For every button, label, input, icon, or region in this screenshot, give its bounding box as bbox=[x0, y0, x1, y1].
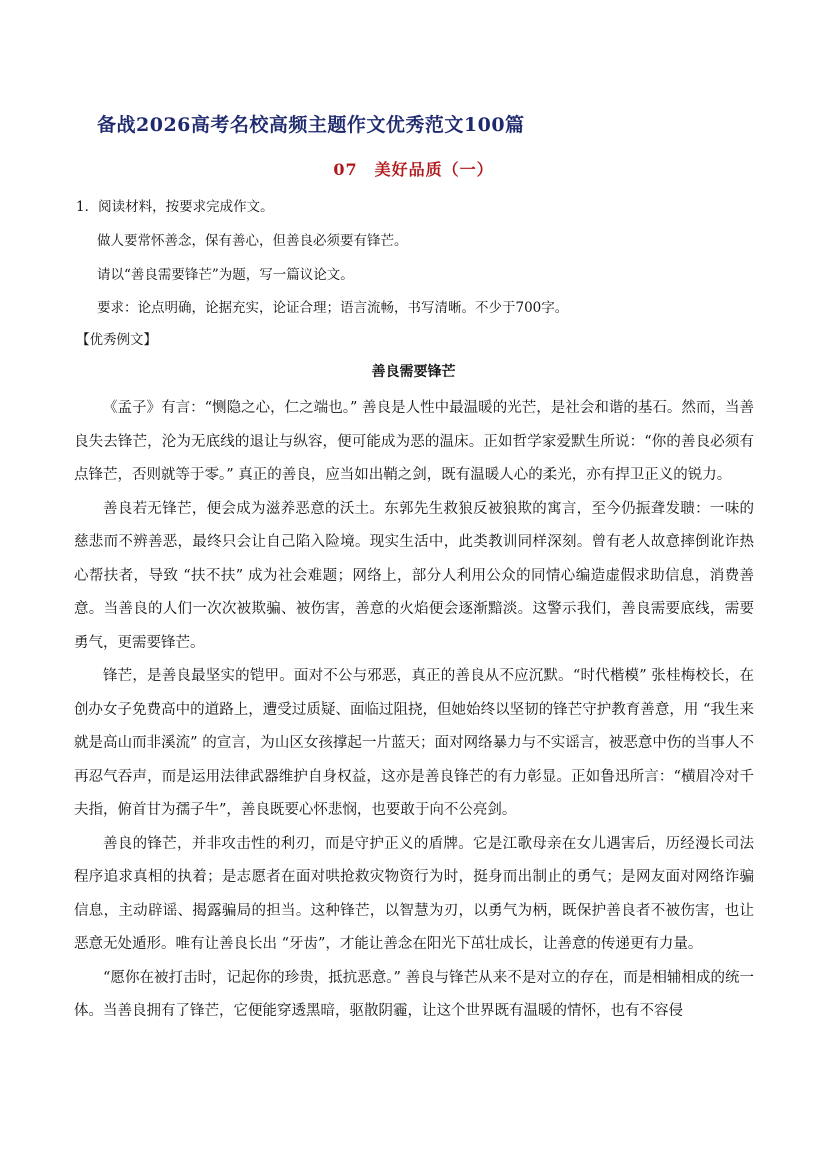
essay-paragraph-1: 《孟子》有言：“恻隐之心，仁之端也。” 善良是人性中最温暖的光芒，是社会和谐的基石。然而，当善良失去锋芒，沦为无底线的退让与纵容，便可能成为恶的温床。正如哲学家爱默生所说：“你的善良必须有点锋芒，否则就等于零。” 真正的善良，应当如出鞘之剑，既有温暖人心的柔光，亦有捍卫正义的锐力。 bbox=[74, 400, 754, 483]
question-task: 请以“善良需要锋芒”为题，写一篇议论文。 bbox=[97, 267, 354, 283]
essay-paragraph-2: 善良若无锋芒，便会成为滋养恶意的沃土。东郭先生救狼反被狼欺的寓言，至今仍振聋发聩：一味的慈悲而不辨善恶，最终只会让自己陷入险境。现实生活中，此类教训同样深刻。曾有老人故意摔倒讹诈热心帮扶者，导致 “扶不扶” 成为社会难题；网络上，部分人利用公众的同情心编造虚假求助信息，消费善意。当善良的人们一次次被欺骗、被伤害，善意的火焰便会逐渐黯淡。这警示我们，善良需要底线，需要勇气，更需要锋芒。 bbox=[74, 500, 754, 651]
essay-title: 善良需要锋芒 bbox=[371, 364, 456, 380]
question-number-line: 1．阅读材料，按要求完成作文。 bbox=[76, 199, 274, 215]
essay-paragraph-3: 锋芒，是善良最坚实的铠甲。面对不公与邪恶，真正的善良从不应沉默。“时代楷模” 张桂梅校长，在创办女子免费高中的道路上，遭受过质疑、面临过阻挠，但她始终以坚韧的锋芒守护教育善意，用 “我生来就是高山而非溪流” 的宣言，为山区女孩撑起一片蓝天；面对网络暴力与不实谣言，被恶意中伤的当事人不再忍气吞声，而是运用法律武器维护自身权益，这亦是善良锋芒的有力彰显。正如鲁迅所言：“横眉冷对千夫指，俯首甘为孺子牛”，善良既要心怀悲悯，也要敢于向不公亮剑。 bbox=[74, 668, 754, 818]
question-material: 做人要常怀善念，保有善心，但善良必须要有锋芒。 bbox=[97, 233, 408, 249]
essay-paragraph-5: “愿你在被打击时，记起你的珍贵，抵抗恶意。” 善良与锋芒从来不是对立的存在，而是相辅相成的统一体。当善良拥有了锋芒，它便能穿透黑暗，驱散阴霾，让这个世界既有温暖的情怀，也有不容侵 bbox=[74, 969, 754, 1019]
section-label: 【优秀例文】 bbox=[76, 332, 157, 348]
question-requirement: 要求：论点明确，论据充实，论证合理；语言流畅，书写清晰。不少于700字。 bbox=[97, 300, 569, 316]
essay-body bbox=[74, 392, 754, 1029]
topic-title: 07 美好品质（一） bbox=[333, 160, 494, 179]
essay-paragraph-4: 善良的锋芒，并非攻击性的利刃，而是守护正义的盾牌。它是江歌母亲在女儿遇害后，历经漫长司法程序追求真相的执着；是志愿者在面对哄抢救灾物资行为时，挺身而出制止的勇气；是网友面对网络诈骗信息，主动辟谣、揭露骗局的担当。这种锋芒，以智慧为刃，以勇气为柄，既保护善良者不被伤害，也让恶意无处遁形。唯有让善良长出 “牙齿”，才能让善念在阳光下茁壮成长，让善意的传递更有力量。 bbox=[74, 835, 754, 952]
series-title: 备战2026高考名校高频主题作文优秀范文100篇 bbox=[97, 114, 525, 136]
